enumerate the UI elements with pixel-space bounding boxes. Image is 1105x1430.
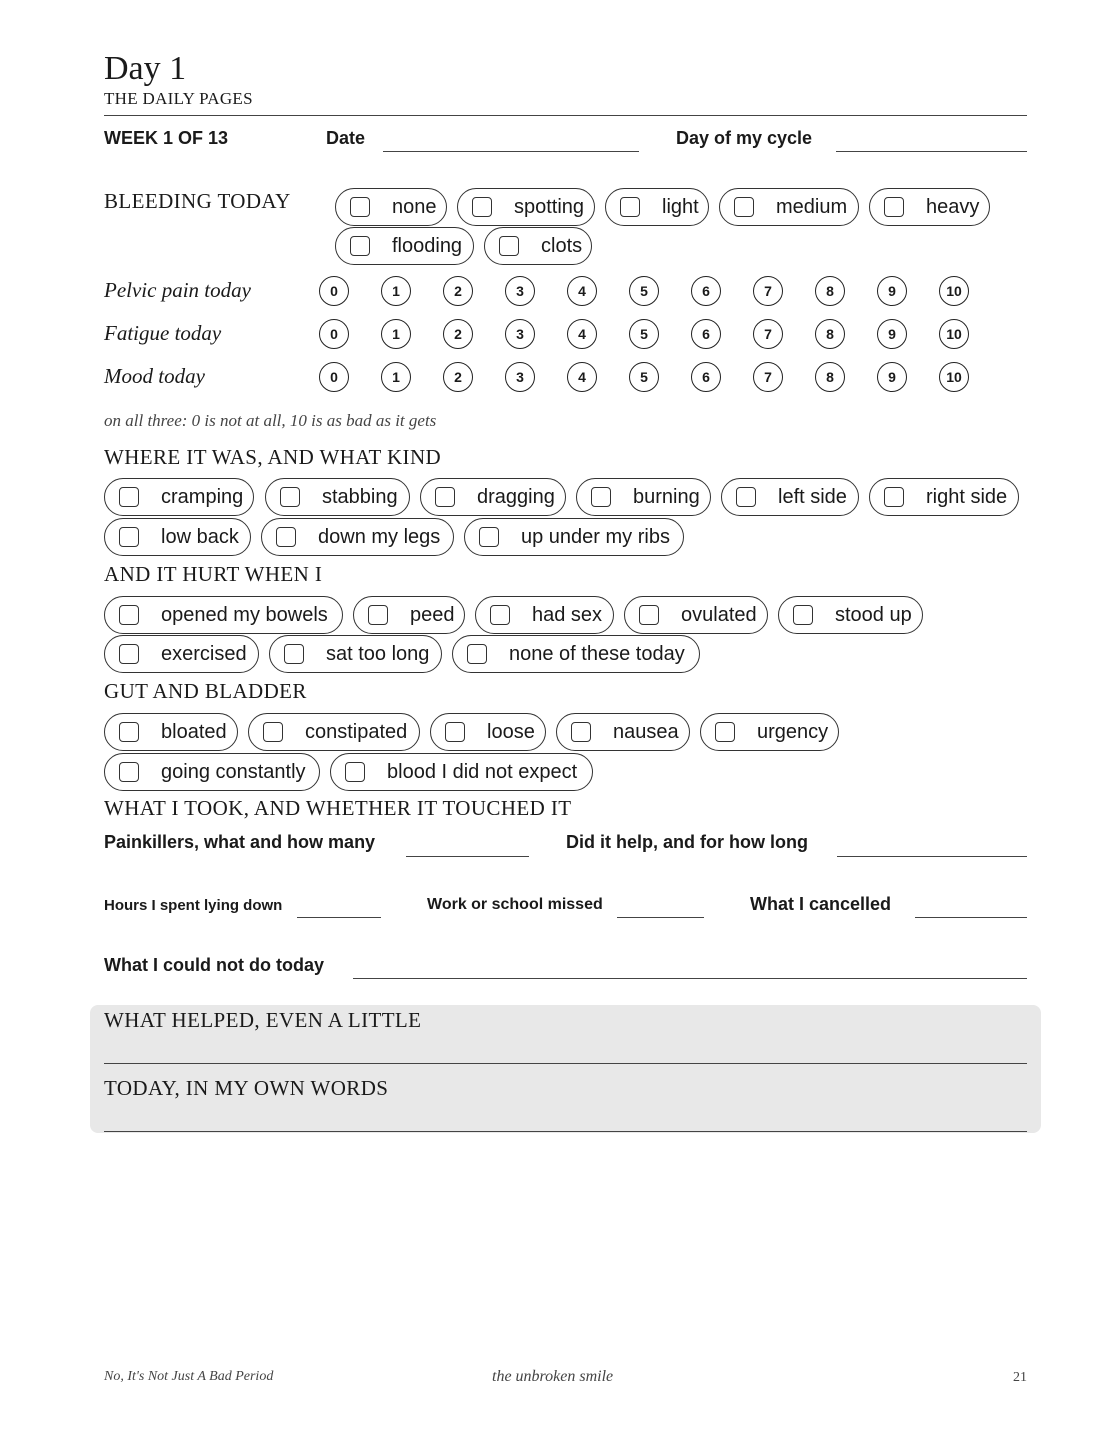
gut-heading: GUT AND BLADDER (104, 679, 307, 703)
where-heading: WHERE IT WAS, AND WHAT KIND (104, 445, 442, 469)
bleeding-option[interactable]: flooding (335, 227, 474, 265)
lying-label: Hours I spent lying down (104, 897, 283, 914)
where-option[interactable]: left side (721, 478, 859, 516)
rating-option[interactable]: 3 (505, 362, 535, 392)
bleeding-option[interactable]: medium (719, 188, 859, 226)
checkbox[interactable] (591, 487, 611, 507)
checkbox[interactable] (345, 762, 365, 782)
bleeding-option[interactable]: heavy (869, 188, 990, 226)
rating-option[interactable]: 6 (691, 276, 721, 306)
hurt-option[interactable]: ovulated (624, 596, 768, 634)
rating-option[interactable]: 0 (319, 276, 349, 306)
where-option[interactable]: low back (104, 518, 251, 556)
hurt-option[interactable]: exercised (104, 635, 259, 673)
checkbox[interactable] (280, 487, 300, 507)
rating-option[interactable]: 6 (691, 319, 721, 349)
own-words-heading: TODAY, IN MY OWN WORDS (104, 1076, 389, 1100)
checkbox[interactable] (368, 605, 388, 625)
scale-label-pain: Pelvic pain today (104, 278, 251, 302)
date-label: Date (326, 128, 366, 148)
cancelled-label: What I cancelled (750, 894, 892, 914)
helped-field[interactable] (837, 856, 1027, 857)
rating-option[interactable]: 3 (505, 319, 535, 349)
helped-note-field[interactable] (104, 1063, 1027, 1064)
footer-brand: the unbroken smile (492, 1368, 614, 1385)
missed-field[interactable] (617, 917, 704, 918)
hurt-option[interactable]: peed (353, 596, 465, 634)
where-option[interactable]: dragging (420, 478, 566, 516)
rating-option[interactable]: 9 (877, 276, 907, 306)
where-option[interactable]: stabbing (265, 478, 410, 516)
rating-option[interactable]: 10 (939, 362, 969, 392)
gut-option[interactable]: loose (430, 713, 546, 751)
rating-option[interactable]: 5 (629, 276, 659, 306)
checkbox[interactable] (119, 527, 139, 547)
helped-heading: WHAT HELPED, EVEN A LITTLE (104, 1008, 422, 1032)
rating-option[interactable]: 0 (319, 319, 349, 349)
gut-option[interactable]: going constantly (104, 753, 320, 791)
painkillers-label: Painkillers, what and how many (104, 832, 376, 852)
checkbox[interactable] (884, 487, 904, 507)
took-heading: WHAT I TOOK, AND WHETHER IT TOUCHED IT (104, 796, 572, 820)
hurt-option[interactable]: none of these today (452, 635, 700, 673)
rating-option[interactable]: 7 (753, 276, 783, 306)
gut-option[interactable]: nausea (556, 713, 690, 751)
bleeding-heading: BLEEDING TODAY (104, 189, 291, 213)
rating-option[interactable]: 1 (381, 362, 411, 392)
where-option[interactable]: up under my ribs (464, 518, 684, 556)
gut-option[interactable]: bloated (104, 713, 238, 751)
bleeding-option[interactable]: spotting (457, 188, 595, 226)
could-not-field[interactable] (353, 978, 1027, 979)
rating-option[interactable]: 6 (691, 362, 721, 392)
rating-option[interactable]: 2 (443, 319, 473, 349)
scale-label-fatigue: Fatigue today (104, 321, 222, 345)
rating-option[interactable]: 4 (567, 276, 597, 306)
bleeding-option[interactable]: clots (484, 227, 592, 265)
where-option[interactable]: down my legs (261, 518, 454, 556)
checkbox[interactable] (736, 487, 756, 507)
checkbox[interactable] (715, 722, 735, 742)
hurt-option[interactable]: stood up (778, 596, 923, 634)
date-field[interactable] (383, 151, 639, 152)
rating-option[interactable]: 4 (567, 319, 597, 349)
own-words-field[interactable] (104, 1131, 1027, 1132)
rating-option[interactable]: 10 (939, 319, 969, 349)
where-option[interactable]: right side (869, 478, 1019, 516)
hurt-option[interactable]: opened my bowels (104, 596, 343, 634)
footer-book-title: No, It's Not Just A Bad Period (104, 1369, 274, 1384)
checkbox[interactable] (793, 605, 813, 625)
checkbox[interactable] (276, 527, 296, 547)
scale-note: on all three: 0 is not at all, 10 is as bad as it gets (104, 411, 437, 430)
checkbox[interactable] (350, 236, 370, 256)
hurt-option[interactable]: had sex (475, 596, 614, 634)
checkbox[interactable] (620, 197, 640, 217)
helped-label: Did it help, and for how long (566, 832, 808, 852)
where-option[interactable]: cramping (104, 478, 254, 516)
checkbox[interactable] (734, 197, 754, 217)
page-number: 21 (1013, 1370, 1027, 1385)
hurt-heading: AND IT HURT WHEN I (104, 562, 323, 586)
lying-field[interactable] (297, 917, 381, 918)
checkbox[interactable] (119, 722, 139, 742)
rating-option[interactable]: 8 (815, 319, 845, 349)
missed-label: Work or school missed (427, 896, 603, 913)
rating-option[interactable]: 0 (319, 362, 349, 392)
checkbox[interactable] (472, 197, 492, 217)
could-not-label: What I could not do today (104, 955, 324, 975)
rating-option[interactable]: 10 (939, 276, 969, 306)
gut-option[interactable]: urgency (700, 713, 839, 751)
rating-option[interactable]: 5 (629, 362, 659, 392)
rating-option[interactable]: 1 (381, 319, 411, 349)
gut-option[interactable]: constipated (248, 713, 420, 751)
rating-option[interactable]: 8 (815, 362, 845, 392)
rating-option[interactable]: 1 (381, 276, 411, 306)
checkbox[interactable] (119, 762, 139, 782)
rating-option[interactable]: 2 (443, 362, 473, 392)
checkbox[interactable] (445, 722, 465, 742)
week-label: WEEK 1 OF 13 (104, 128, 229, 148)
checkbox[interactable] (119, 605, 139, 625)
checkbox[interactable] (490, 605, 510, 625)
painkillers-field[interactable] (406, 856, 529, 857)
rating-option[interactable]: 7 (753, 319, 783, 349)
checkbox[interactable] (350, 197, 370, 217)
rating-option[interactable]: 9 (877, 362, 907, 392)
rating-option[interactable]: 9 (877, 319, 907, 349)
checkbox[interactable] (639, 605, 659, 625)
checkbox[interactable] (284, 644, 304, 664)
rating-option[interactable]: 4 (567, 362, 597, 392)
checkbox[interactable] (479, 527, 499, 547)
page-subtitle: THE DAILY PAGES (104, 89, 253, 108)
checkbox[interactable] (119, 487, 139, 507)
rating-option[interactable]: 5 (629, 319, 659, 349)
bleeding-option[interactable]: light (605, 188, 709, 226)
bleeding-option[interactable]: none (335, 188, 447, 226)
gut-option[interactable]: blood I did not expect (330, 753, 593, 791)
checkbox[interactable] (499, 236, 519, 256)
cancelled-field[interactable] (915, 917, 1027, 918)
checkbox[interactable] (467, 644, 487, 664)
hurt-option[interactable]: sat too long (269, 635, 442, 673)
scale-label-mood: Mood today (104, 364, 205, 388)
checkbox[interactable] (263, 722, 283, 742)
cycle-field[interactable] (836, 151, 1027, 152)
cycle-label: Day of my cycle (676, 128, 813, 148)
rating-option[interactable]: 8 (815, 276, 845, 306)
checkbox[interactable] (571, 722, 591, 742)
rating-option[interactable]: 3 (505, 276, 535, 306)
rating-option[interactable]: 7 (753, 362, 783, 392)
checkbox[interactable] (435, 487, 455, 507)
checkbox[interactable] (119, 644, 139, 664)
rating-option[interactable]: 2 (443, 276, 473, 306)
page-title: Day 1 (104, 50, 187, 87)
checkbox[interactable] (884, 197, 904, 217)
header-divider (104, 115, 1027, 116)
where-option[interactable]: burning (576, 478, 711, 516)
